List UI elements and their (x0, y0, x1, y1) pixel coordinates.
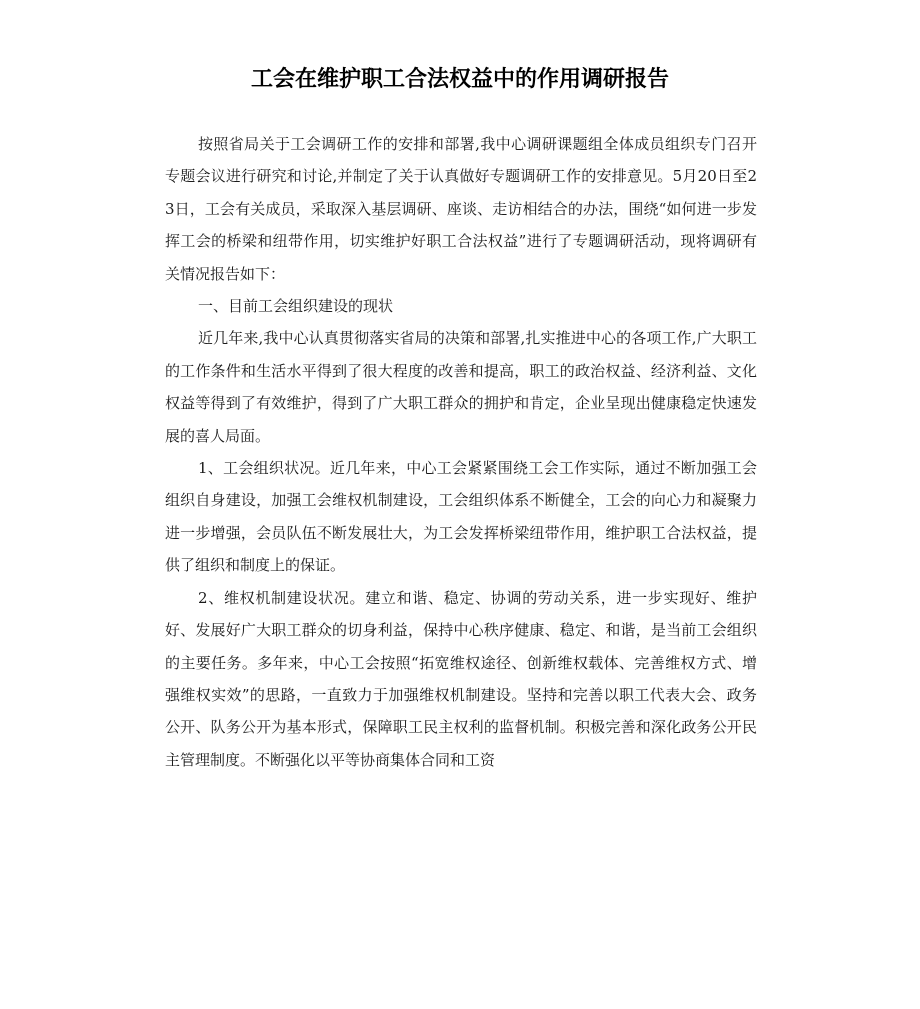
document-body (165, 128, 757, 776)
section-heading-1: 一、目前工会组织建设的现状 (198, 297, 394, 316)
paragraph-rights-mechanism: 2、维权机制建设状况。建立和谐、稳定、协调的劳动关系，进一步实现好、维护好、发展好广大职工群众的切身利益，保持中心秩序健康、稳定、和谐，是当前工会组织的主要任务。多年来，中心工会按照“拓宽维权途径、创新维权载体、完善维权方式、增强维权实效”的思路，一直致力于加强维权机制建设。坚持和完善以职工代表大会、政务公开、队务公开为基本形式，保障职工民主权利的监督机制。积极完善和深化政务公开民主管理制度。不断强化以平等协商集体合同和工资 (165, 588, 757, 769)
paragraph-intro: 按照省局关于工会调研工作的安排和部署,我中心调研课题组全体成员组织专门召开专题会议进行研究和讨论,并制定了关于认真做好专题调研工作的安排意见。5月20日至23日，工会有关成员，采取深入基层调研、座谈、走访相结合的办法，围绕“如何进一步发挥工会的桥梁和纽带作用，切实维护好职工合法权益”进行了专题调研活动，现将调研有关情况报告如下： (165, 135, 757, 283)
paragraph-union-organization: 1、工会组织状况。近几年来，中心工会紧紧围绕工会工作实际，通过不断加强工会组织自身建设，加强工会维权机制建设，工会组织体系不断健全，工会的向心力和凝聚力进一步增强，会员队伍不断发展壮大，为工会发挥桥梁纽带作用，维护职工合法权益，提供了组织和制度上的保证。 (165, 459, 757, 575)
paragraph-overview: 近几年来,我中心认真贯彻落实省局的决策和部署,扎实推进中心的各项工作,广大职工的工作条件和生活水平得到了很大程度的改善和提高，职工的政治权益、经济利益、文化权益等得到了有效维护，得到了广大职工群众的拥护和肯定，企业呈现出健康稳定快速发展的喜人局面。 (165, 329, 757, 445)
document-title: 工会在维护职工合法权益中的作用调研报告 (250, 67, 669, 92)
